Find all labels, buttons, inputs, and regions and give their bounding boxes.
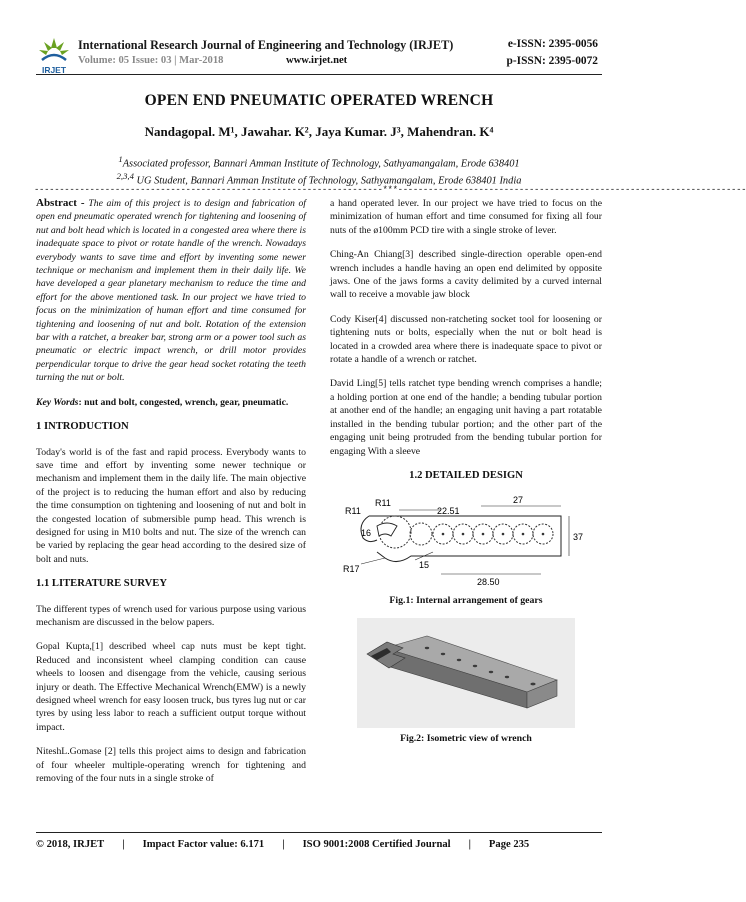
david-paragraph: David Ling[5] tells ratchet type bending wrench comprises a handle; a holding portion at one end of the handle; a bending tubular portion at another end of the handle; an engaging unit having a part rotatable installed in the bending tubular portion; and the other part of the engaging unit being protruded from the bending tubular portion for engaging With a sleeve [330, 378, 602, 457]
intro-heading: 1 INTRODUCTION [36, 421, 129, 433]
dim-22-51: 22.51 [437, 506, 460, 517]
affiliation-1-text: Associated professor, Bannari Amman Institute of Technology, Sathyamangalam, Erode 638401 [122, 158, 520, 170]
dim-37: 37 [573, 532, 584, 543]
dim-16: 16 [361, 528, 372, 539]
volume-issue: Volume: 05 Issue: 03 | Mar-2018 [78, 55, 224, 66]
abstract [36, 197, 306, 385]
journal-header [0, 0, 638, 82]
paper-title: OPEN END PNEUMATIC OPERATED WRENCH [144, 92, 494, 109]
abstract-label: Abstract - [36, 197, 89, 209]
header-divider [36, 74, 602, 75]
footer-page-number: Page 235 [488, 839, 530, 850]
footer-impact-factor: Impact Factor value: 6.171 [142, 839, 265, 850]
affiliation-2-sup: 2,3,4 [116, 171, 134, 181]
gopal-paragraph: Gopal Kupta,[1] described wheel cap nuts must be kept tight. Reduced and inconsistent wheel clamping condition can cause wheels to loosen and disengage from the vehicle, causing serious injury or death. The Effective Mechanical Wrench(EMW) is a newly designed wheel wrench for easy loosen truck, bus tyres lug nut or car tyres by using less labor to reach a sufficient output torque without impact. [36, 641, 306, 733]
dim-27: 27 [513, 495, 524, 506]
footer-iso: ISO 9001:2008 Certified Journal [302, 839, 451, 850]
section-separator: ---------------------------------------------------------------------***--------------------------------------------------------------------- [34, 185, 746, 195]
literature-heading: 1.1 LITERATURE SURVEY [36, 578, 167, 590]
figure-2-caption: Fig.2: Isometric view of wrench [400, 732, 532, 744]
design-heading: 1.2 DETAILED DESIGN [409, 469, 523, 481]
cody-paragraph: Cody Kiser[4] discussed non-ratcheting socket tool for loosening or tightening nuts or bolts, especially when the nut or bolt head is located in a crowded area where there is inadequate space to pivot or rotate a handle of a wrench or ratchet. [330, 313, 602, 366]
footer-separator: | [122, 839, 125, 850]
irjet-logo [36, 34, 72, 78]
affiliation-1-sup: 1 [118, 154, 123, 164]
footer-divider [36, 832, 602, 833]
nitesh-paragraph: NiteshL.Gomase [2] tells this project aims to design and fabrication of four wheeler multiple-operating wrench for tightening and removing of the four nuts in a single stroke of [36, 746, 306, 785]
figure-1-caption: Fig.1: Internal arrangement of gears [389, 595, 543, 607]
keywords-label: Key Words [36, 396, 79, 408]
ching-paragraph: Ching-An Chiang[3] described single-direction operable open-end wrench includes a handle having an open end delimited by opposite jaws. One of the jaws forms a cavity delimited by a curved internal wall to receive a movable jaw block [330, 249, 602, 301]
intro-paragraph: Today's world is of the fast and rapid process. Everybody wants to save time and effort by inventing some newer technique or mechanism and implement them in the daily life. The main objective of the project is to reducing the human effort and also by reducing the time consumption on tightening and loosening of nut and bolt in the congested location of submersible pump head. This wrench is designed for using in M10 bolts and nut. The size of the wrench can be varied by replacing the gear head according to the desired size of bolt and nuts. [36, 446, 306, 565]
logo-text: IRJET [41, 65, 67, 75]
gear-arrangement-figure [341, 492, 591, 590]
keywords-text: : nut and bolt, congested, wrench, gear, pneumatic. [78, 396, 289, 408]
continued-paragraph: a hand operated lever. In our project we have tried to focus on the minimization of human effort and time consumed for fixing all four nuts of the ø100mm PCD tire with a single stroke of lever. [330, 198, 602, 236]
dim-r17: R17 [343, 564, 360, 575]
dim-15: 15 [419, 560, 430, 571]
isometric-wrench-figure [357, 618, 575, 728]
dim-r11-left: R11 [345, 506, 361, 517]
literature-intro: The different types of wrench used for various purpose using various mechanism are discussed in the below papers. [36, 603, 306, 628]
p-issn: p-ISSN: 2395-0072 [506, 55, 598, 67]
e-issn: e-ISSN: 2395-0056 [507, 38, 598, 50]
dim-28-50: 28.50 [477, 577, 500, 588]
journal-website-link[interactable]: www.irjet.net [286, 55, 348, 66]
paper-authors: Nandagopal. M¹, Jawahar. K², Jaya Kumar. J³, Mahendran. K⁴ [144, 124, 494, 139]
journal-title: International Research Journal of Engineering and Technology (IRJET) [78, 38, 454, 52]
footer-separator: | [468, 839, 471, 850]
dim-r11-top: R11 [375, 498, 391, 509]
abstract-text: The aim of this project is to design and fabrication of open end pneumatic operated wrench for tightening and loosening of nut and bolt head which is located in a congested area where there is inadequate space to pivot or rotate handle of the wrench. Nowadays everybody wants to save time and effort by inventing some newer technique or mechanism and implement them in their daily life. We have developed a gear planetary mechanism to reduce the time and effort for the above mentioned task. In our project we have tried to focus on the minimization of human effort and time consumed for tightening and loosening of nut and bolt. Rotation of the extension bar with a ratchet, a breaker bar, strong arm or a power tool such as pneumatic or electric impact wrench, or drill motor provides perpendicular torque to drive the gear head socket rotating the teeth turning the nut or bolt. [36, 198, 306, 384]
footer-separator: | [282, 839, 285, 850]
right-column [330, 197, 602, 755]
footer-copyright: © 2018, IRJET [36, 839, 105, 850]
affiliation-2-text: UG Student, Bannari Amman Institute of Technology, Sathyamangalam, Erode 638401 India [133, 175, 522, 187]
affiliation-1 [0, 154, 638, 169]
left-column [36, 197, 306, 796]
keywords [36, 396, 306, 409]
journal-footer [36, 839, 529, 850]
